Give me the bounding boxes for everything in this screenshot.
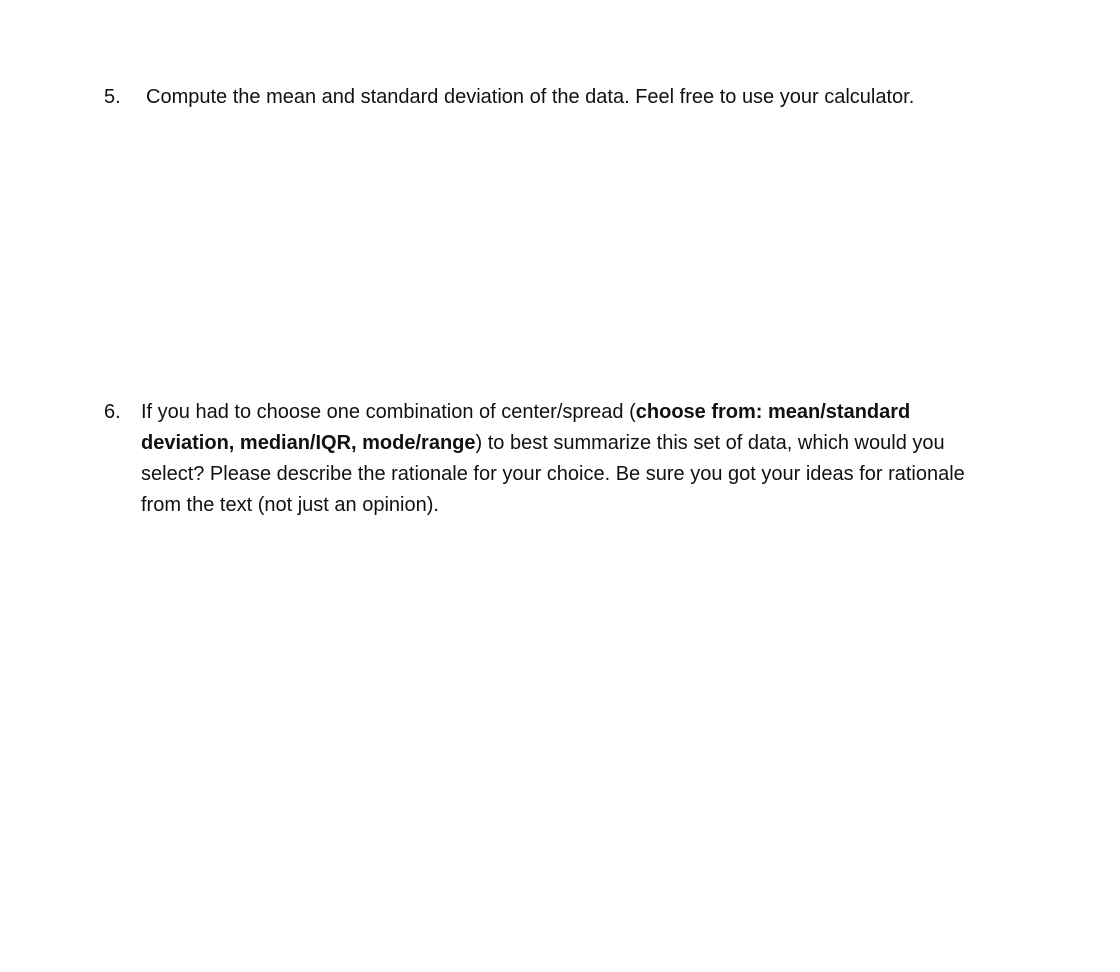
question-5 <box>104 82 1064 113</box>
question-text-part-1: If you had to choose one combination of center/spread ( <box>141 401 636 423</box>
question-number: 6. <box>104 401 121 423</box>
question-text: Compute the mean and standard deviation of the data. Feel free to use your calculator. <box>146 86 915 108</box>
question-choices-bold: choose from: mean/standard deviation, median/IQR, mode/range <box>141 401 911 454</box>
question-number: 5. <box>104 86 121 108</box>
question-6 <box>104 397 1004 521</box>
question-text <box>141 397 1004 521</box>
question-text-part-2: ) to best summarize this set of data, which would you select? Please describe the rationale for your choice. Be sure you got your ideas for rationale from the text (not just an opinion). <box>141 432 965 516</box>
